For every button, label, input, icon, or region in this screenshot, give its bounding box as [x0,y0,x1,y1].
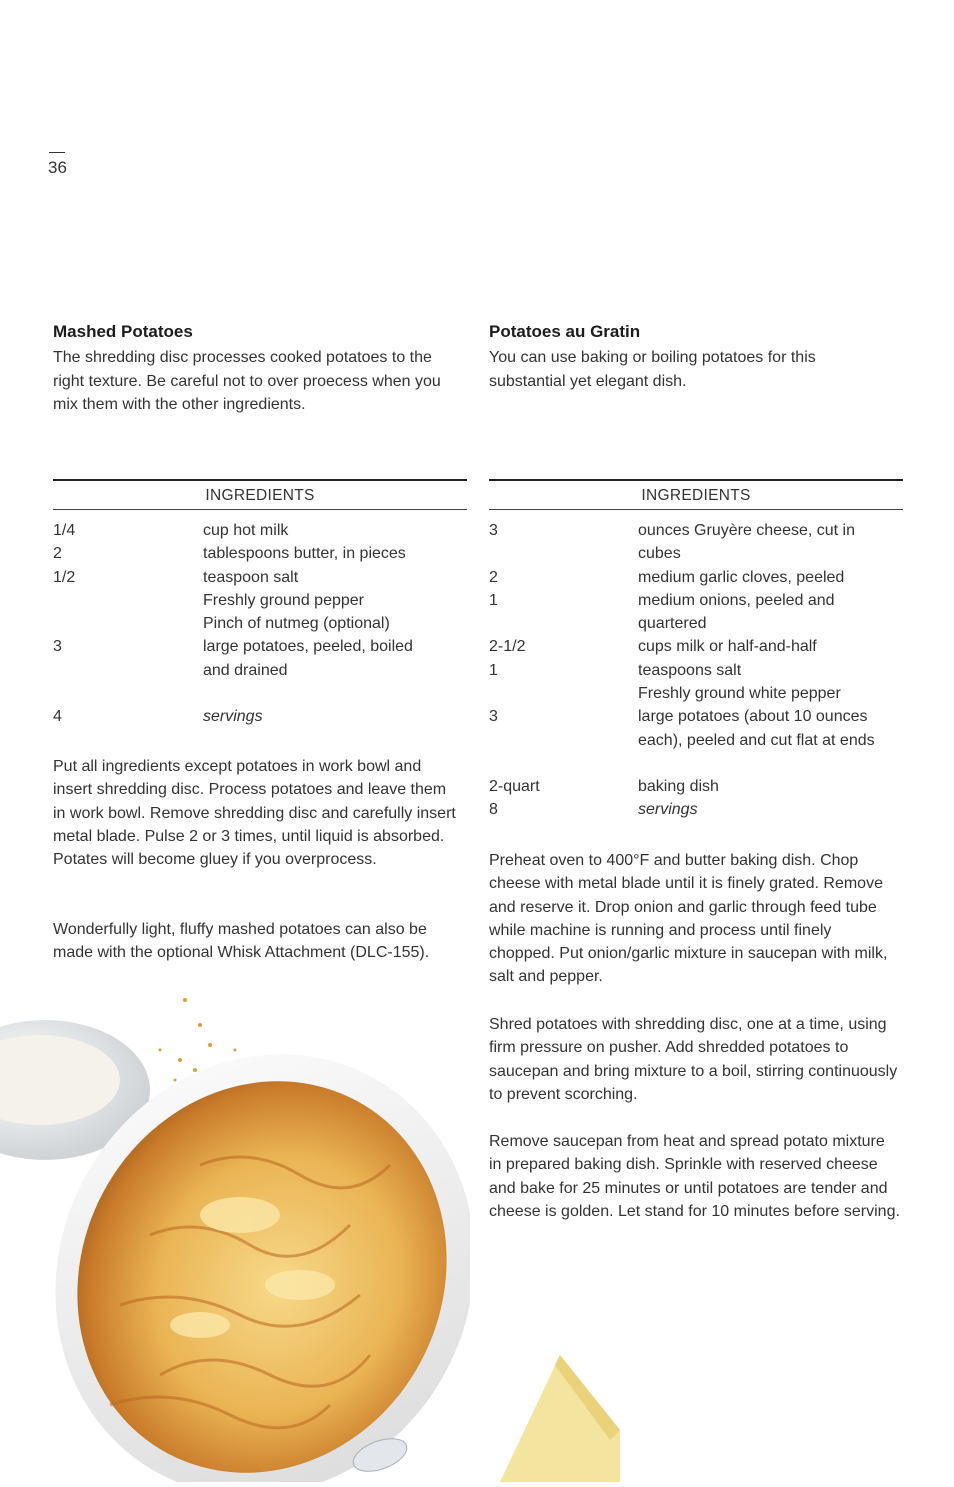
page-number: 36 [48,158,67,177]
ingredients-rule-bottom [489,509,903,510]
ingredient-item: cups milk or half-and-half [638,638,817,656]
ingredient-row [53,542,467,565]
ingredients-table [53,479,467,728]
instructions-paragraph: Put all ingredients except potatoes in work bowl and insert shredding disc. Process potatoes and leave them in work bowl. Remove shredding disc and carefully insert metal blade. Pulse 2 or 3 times, until liquid is absorbed. Potates will become gluey if you overprocess. [53,758,456,869]
ingredients-rule-bottom [53,509,467,510]
ingredient-item: Freshly ground white pepper [638,685,841,703]
ingredient-item: medium onions, peeled and quartered [638,591,835,633]
ingredient-qty: 2 [53,545,62,563]
recipe-intro: You can use baking or boiling potatoes for this substantial yet elegant dish. [489,349,816,390]
ingredient-qty: 1/4 [53,522,76,539]
instructions-paragraph: Remove saucepan from heat and spread potato mixture in prepared baking dish. Sprinkle with reserved cheese and bake for 25 minutes or until potatoes are tender and cheese is golden. Let stand for 10 minutes before serving. [489,1133,900,1220]
ingredient-qty [53,589,203,612]
gratin-photo [0,985,470,1482]
gratin-illustration [0,985,470,1482]
recipe-title: Mashed Potatoes [53,322,193,341]
servings-label: servings [638,801,698,819]
ingredient-row [53,612,467,635]
ingredient-row [489,659,903,682]
ingredient-row [489,519,903,566]
ingredients-header: INGREDIENTS [205,487,315,504]
ingredients-list [53,519,467,728]
ingredient-row [53,519,467,542]
ingredient-item: medium garlic cloves, peeled [638,568,845,586]
ingredient-item: teaspoon salt [203,568,299,586]
ingredient-qty: 1 [489,661,498,679]
ingredients-list [489,519,903,822]
servings-label: servings [203,708,263,726]
ingredient-row [53,566,467,589]
ingredient-item: teaspoons salt [638,661,742,679]
ingredient-item: tablespoons butter, in pieces [203,545,406,563]
ingredient-item: Pinch of nutmeg (optional) [203,615,390,633]
ingredients-header: INGREDIENTS [641,487,751,504]
ingredient-row [489,635,903,658]
ingredient-row [489,589,903,636]
ingredient-qty: 2 [489,568,498,586]
servings-row [53,705,467,728]
dish-qty: 2-quart [489,777,540,795]
ingredient-row [53,589,467,612]
instructions-paragraph: Wonderfully light, fluffy mashed potatoes can also be made with the optional Whisk Attachment (DLC-155). [53,921,430,962]
ingredient-row [489,705,903,752]
instructions-paragraph: Preheat oven to 400°F and butter baking dish. Chop cheese with metal blade until it is finely grated. Remove and reserve it. Drop onion and garlic through feed tube while machine is running and process until finely chopped. Put onion/garlic mixture in saucepan with milk, salt and pepper. [489,852,888,986]
ingredient-item: ounces Gruyère cheese, cut in cubes [638,522,856,563]
recipe-title: Potatoes au Gratin [489,322,641,341]
ingredient-item: Freshly ground pepper [203,591,364,609]
ingredient-qty: 3 [489,522,498,539]
servings-qty: 4 [53,708,62,726]
ingredient-item: cup hot milk [203,522,289,539]
ingredient-qty: 2-1/2 [489,638,526,656]
ingredient-qty: 1/2 [53,568,76,586]
dish-row [489,775,903,798]
ingredient-row [489,682,903,705]
servings-row [489,798,903,821]
page-number-rule [49,152,65,153]
ingredient-qty: 1 [489,591,498,609]
ingredient-qty [53,612,203,635]
ingredient-qty: 3 [489,708,498,726]
dish-item: baking dish [638,777,719,795]
ingredient-row [489,566,903,589]
cheese-illustration [490,1350,620,1482]
recipe-intro: The shredding disc processes cooked potatoes to the right texture. Be careful not to over proecess when you mix them with the other ingredients. [53,349,441,413]
ingredient-qty: 3 [53,638,62,656]
ingredient-row [53,635,467,682]
ingredient-item: large potatoes, peeled, boiled and drained [203,638,413,679]
ingredient-item: large potatoes (about 10 ounces each), peeled and cut flat at ends [638,708,875,749]
instructions-paragraph: Shred potatoes with shredding disc, one at a time, using firm pressure on pusher. Add shredded potatoes to saucepan and bring mixture to a boil, stirring continuously to prevent scorching. [489,1016,898,1103]
ingredient-qty [489,682,638,705]
ingredients-table [489,479,903,822]
cheese-icon [490,1350,620,1482]
servings-qty: 8 [489,801,498,819]
